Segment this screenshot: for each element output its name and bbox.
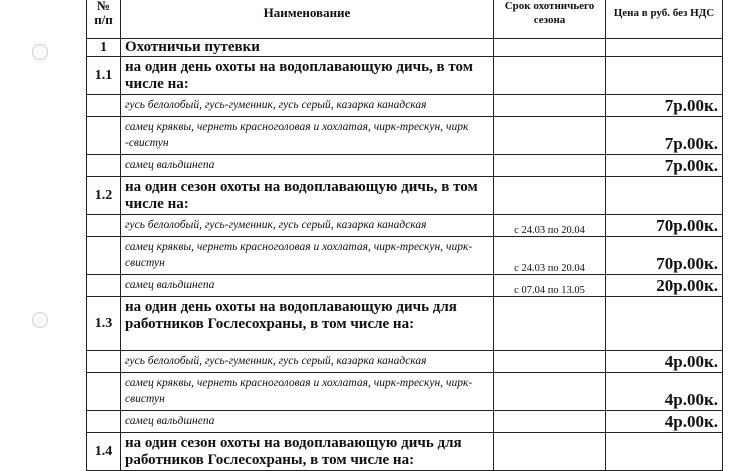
item-period <box>494 155 606 177</box>
punch-hole-top <box>32 44 48 60</box>
item-row <box>87 95 723 117</box>
section-row <box>87 57 723 95</box>
item-row <box>87 215 723 237</box>
item-name: самец вальдшнепа <box>121 411 494 433</box>
item-period <box>494 411 606 433</box>
item-row <box>87 411 723 433</box>
item-period <box>494 351 606 373</box>
header-price: Цена в руб. без НДС <box>606 0 723 39</box>
section-name: на один сезон охоты на водоплавающую дичь для работников Гослесохраны, в том числе на: <box>121 433 494 471</box>
item-row <box>87 237 723 275</box>
section-name: на один день охоты на водоплавающую дичь для работников Гослесохраны, в том числе на: <box>121 297 494 351</box>
section-name: на один сезон охоты на водоплавающую дичь, в том числе на: <box>121 177 494 215</box>
item-price: 20р.00к. <box>606 275 723 297</box>
item-name: самец кряквы, чернеть красноголовая и хохлатая, чирк-трескун, чирк-свистун <box>121 373 494 411</box>
section-num: 1.4 <box>87 433 121 471</box>
section-name: на один день охоты на водоплавающую дичь, в том числе на: <box>121 57 494 95</box>
section-num: 1.2 <box>87 177 121 215</box>
item-row <box>87 117 723 155</box>
item-period <box>494 373 606 411</box>
punch-hole-bottom <box>32 312 48 328</box>
table-header-row <box>87 0 723 39</box>
item-price: 4р.00к. <box>606 351 723 373</box>
item-period <box>494 95 606 117</box>
item-row <box>87 373 723 411</box>
section-num: 1.3 <box>87 297 121 351</box>
item-price: 4р.00к. <box>606 373 723 411</box>
item-price: 4р.00к. <box>606 411 723 433</box>
item-row <box>87 275 723 297</box>
item-period <box>494 117 606 155</box>
item-name: самец вальдшнепа <box>121 155 494 177</box>
item-name: гусь белолобый, гусь-гуменник, гусь серый, казарка канадская <box>121 95 494 117</box>
section-row <box>87 433 723 471</box>
item-name: самец кряквы, чернеть красноголовая и хохлатая, чирк-трескун, чирк-свистун <box>121 237 494 275</box>
section-row <box>87 177 723 215</box>
category-num: 1 <box>87 39 121 57</box>
header-period: Срок охотничьего сезона <box>494 0 606 39</box>
section-row <box>87 297 723 351</box>
item-name: гусь белолобый, гусь-гуменник, гусь серый, казарка канадская <box>121 351 494 373</box>
item-price: 70р.00к. <box>606 237 723 275</box>
item-name: самец вальдшнепа <box>121 275 494 297</box>
item-price: 7р.00к. <box>606 155 723 177</box>
item-row <box>87 351 723 373</box>
price-table <box>86 0 723 471</box>
item-period: с 24.03 по 20.04 <box>494 215 606 237</box>
header-num: № п/п <box>87 0 121 39</box>
section-num: 1.1 <box>87 57 121 95</box>
item-period: с 07.04 по 13.05 <box>494 275 606 297</box>
item-period: с 24.03 по 20.04 <box>494 237 606 275</box>
item-name: гусь белолобый, гусь-гуменник, гусь серый, казарка канадская <box>121 215 494 237</box>
item-price: 7р.00к. <box>606 95 723 117</box>
category-row <box>87 39 723 57</box>
category-name: Охотничьи путевки <box>121 39 494 57</box>
item-name: самец кряквы, чернеть красноголовая и хохлатая, чирк-трескун, чирк -свистун <box>121 117 494 155</box>
item-row <box>87 155 723 177</box>
item-price: 70р.00к. <box>606 215 723 237</box>
header-name: Наименование <box>121 0 494 39</box>
item-price: 7р.00к. <box>606 117 723 155</box>
